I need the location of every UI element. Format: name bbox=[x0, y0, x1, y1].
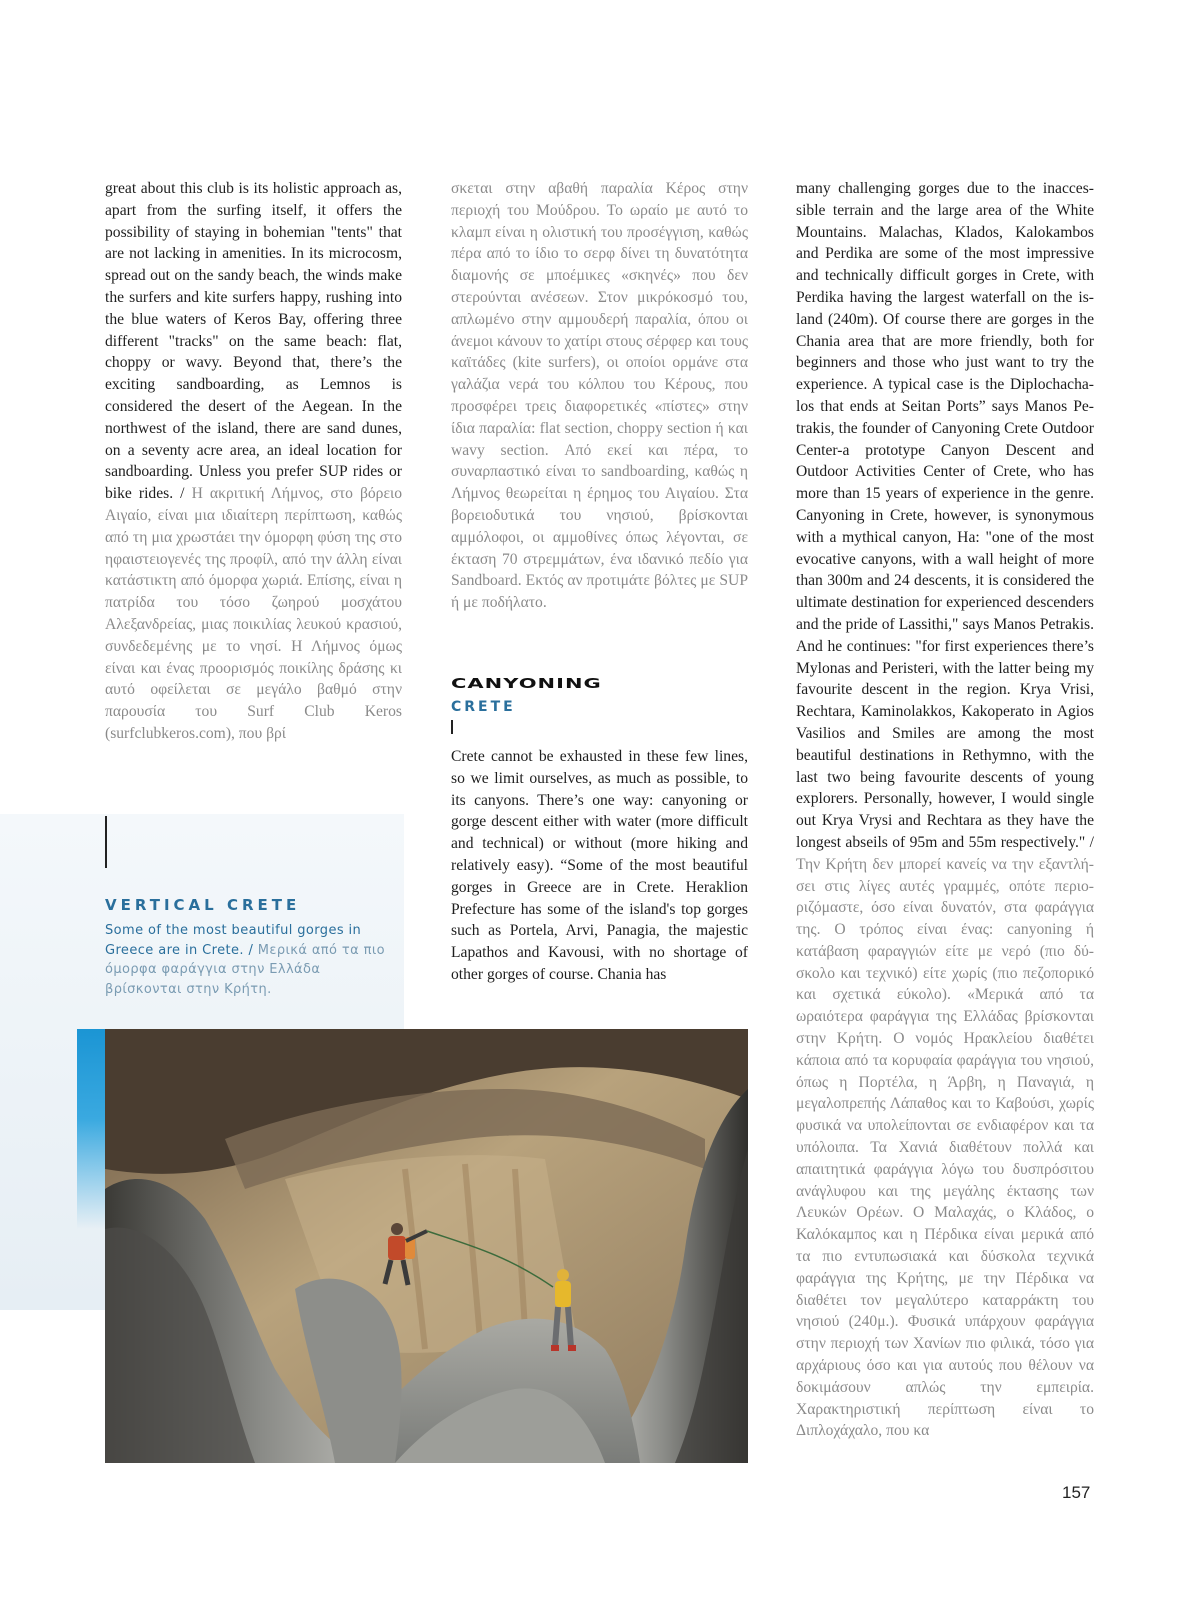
canyon-illustration bbox=[105, 1029, 748, 1463]
photo-accent-bar bbox=[77, 1029, 105, 1229]
column-2-top bbox=[451, 178, 748, 614]
caption-greek: Μερικά από τα πιο όμορφα φαράγγια στην Ελλάδα βρίσκονται στην Κρήτη. bbox=[105, 942, 386, 997]
caption-title: VERTICAL CRETE bbox=[105, 896, 301, 914]
section-divider bbox=[451, 720, 453, 734]
column-3-text bbox=[796, 178, 1094, 1442]
column-2-greek: σκεται στην αβαθή παραλία Κέρος στην περιοχή του Μούδρου. Το ωραίο με αυτό το κλαμπ είναι η ολιστική του προσέγγιση, καθώς πέρα από το ίδιο το σερφ δίνει τη δυνατότητα διαμονής σε μποέμικες «σκηνές» που δεν στερούνται ανέσεων. Στον μικρόκοσμό του, απλωμένο στην αμμουδερή παραλία, όπου οι άνεμοι κάνουν το χατίρι στους σέρφερ και τους καϊτάδες (kite surfers), οι οποίοι ορμάνε στα γαλάζια νερά του κόλπου του Κέρους, που προσφέρει τρεις διαφορετικές «πίστες» στην ίδια παραλία: flat section, choppy section ή και wavy section. Από εκεί και πέρα, το συναρπαστικό είναι το sandboarding, καθώς η Λήμνος θεωρείται η έρημος του Αιγαίου. Στα βορειοδυτικά του νησιού, βρίσκονται αμμόλοφοι, οι αμμοθίνες όπως λέγονται, σε έκταση 70 στρεμμάτων, ένα ιδανικό πεδίο για Sandboard. Εκτός αν προτιμάτε βόλτες με SUP ή με ποδήλατο. bbox=[451, 180, 748, 612]
column-3 bbox=[796, 178, 1094, 1442]
caption-divider bbox=[105, 816, 107, 868]
column-1-english: great about this club is its holistic approach as, apart from the surfing itself, it offers the possibility of staying in bohemian "tents" that are not lacking in amenities. In its microcosm, spread out on the sandy beach, the winds make the surfers and kite surfers happy, rushing into the blue waters of Keros Bay, offering three different "tracks" on the same beach: flat, choppy or wavy. Beyond that, there’s the exciting sandboarding, as Lemnos is considered the desert of the Aegean. In the northwest of the island, there are sand dunes, on a seventy acre area, an ideal location for sandboarding. Unless you prefer SUP rides or bike rides. / bbox=[105, 180, 402, 503]
column-1-greek: Η ακριτική Λήμνος, στο βόρειο Αιγαίο, είναι μια ιδιαίτερη περίπτωση, καθώς από τη μια χρωστάει την όμορφη φύση της στο ηφαιστειογενές της προφίλ, από την άλλη είναι κατάστικτη από όμορφα χωριά. Επίσης, είναι η πατρίδα του τόσο ζωηρού μοσχάτου Αλεξανδρείας, μιας ποικιλίας λευκού κρασιού, συνδεδεμένης με το νησί. Η Λήμνος όμως είναι και ένας προορισμός ποικίλης δράσης κι αυτό οφείλεται σε μεγάλο βαθμό στην παρουσία του Surf Club Keros (surfclubkeros.com), που βρί bbox=[105, 485, 403, 742]
section-subtitle: CRETE bbox=[451, 699, 516, 715]
section-title: CANYONING bbox=[451, 676, 602, 691]
column-3-english: many challenging gorges due to the inaccessible terrain and the large area of the White Mountains. Malachas, Klados, Kalokambos and Perdika are some of the most impressive and technically difficult gorges in Crete, with Perdika having the largest waterfall on the island (240m). Of course there are gorges in the Chania area that are more friendly, both for beginners and those who just want to try the experience. A typical case is the Diplochachalos that ends at Seitan Ports” says Manos Petrakis, the founder of Canyoning Crete Outdoor Center-a prototype Canyon Descent and Outdoor Activities Center of Crete, who has more than 15 years of experience in the genre. Canyoning in Crete, however, is synonymous with a mythical canyon, Ha: "one of the most evocative canyons, with a wall height of more than 300m and 24 descents, it is considered the ultimate destination for experienced descenders and the pride of Lassithi," says Manos Petrakis. And he continues: "for first experiences there’s Mylonas and Peristeri, with the latter being my favourite descent in the region. Krya Vrisi, Rechtara, Kaminolakkos, Kakoperato in Agios Vasilios and Smiles are among the most beautiful destinations in Rethymno, with the last two being favourite descents of young explorers. Personally, however, I would single out Krya Vrysi and Rechtara as they have the longest abseils of 95m and 55m respectively." / bbox=[796, 180, 1094, 851]
column-2-english: Crete cannot be exhausted in these few lines, so we limit ourselves, as much as possible, to its canyons. There’s one way: canyoning or gorge descent either with water (more difficult and technical) or without (more hiking and relatively easy). “Some of the most beautiful gorges in Greece are in Crete. Heraklion Prefecture has some of the island's top gorges such as Portela, Arvi, Panagia, the majestic Lapathos and Kavousi, with no shortage of other gorges of course. Chania has bbox=[451, 748, 748, 983]
column-2-bottom bbox=[451, 746, 748, 986]
section-heading bbox=[451, 676, 748, 734]
caption-text bbox=[105, 921, 395, 999]
column-3-greek: Την Κρήτη δεν μπορεί κανείς να την εξαντλήσει στις λίγες αυτές γραμμές, οπότε περιοριζόμαστε, όσο είναι δυνατόν, στα φαράγγια της. Ο τρόπος είναι ένας: canyoning ή κατάβαση φαραγγιών είτε με νερό (πιο δύσκολο και τεχνικό) είτε χωρίς (πιο πεζοπορικό και σχετικά εύκολο). «Μερικά από τα ωραιότερα φαράγγια της Ελλάδας βρίσκονται στην Κρήτη. Ο νομός Ηρακλείου διαθέτει κάποια από τα κορυφαία φαράγγια του νησιού, όπως η Πορτέλα, η Άρβη, η Παναγιά, η μεγαλοπρεπής Λάπαθος και το Καβούσι, χωρίς φυσικά να υπολείπονται σε ενδιαφέρον και τα υπόλοιπα. Τα Χανιά διαθέτουν πολλά και απαιτητικά φαράγγια λόγω του δυσπρόσιτου ανάγλυφου και της μεγάλης έκτασης των Λευκών Ορέων. Ο Μαλαχάς, ο Κλάδος, ο Καλόκαμπος και η Πέρδικα είναι μερικά από τα πιο εντυπωσιακά και δύσκολα τεχνικά φαράγγια της Κρήτης, με την Πέρδικα να διαθέτει τον μεγαλύτερο καταρράκτη του νησιού (240μ.). Φυσικά υπάρχουν φαράγγια στην περιοχή των Χανίων πιο φιλικά, τόσο για αρχάριους όσο και για αυτούς που θέλουν να δοκιμάσουν απλώς την εμπειρία. Χαρακτηριστική περίπτωση είναι το Διπλοχάχαλο, που κα bbox=[796, 855, 1094, 1440]
column-1 bbox=[105, 178, 402, 745]
canyon-photo bbox=[105, 1029, 748, 1463]
caption-english: Some of the most beautiful gorges in Greece are in Crete. / bbox=[105, 923, 362, 958]
page-number: 157 bbox=[1062, 1483, 1091, 1502]
column-1-text bbox=[105, 178, 402, 745]
